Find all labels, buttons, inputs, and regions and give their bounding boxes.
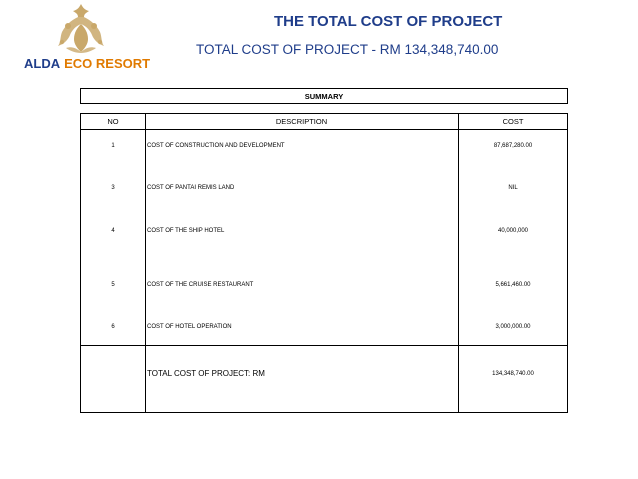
row-divider: [81, 345, 567, 346]
column-header-description: DESCRIPTION: [275, 117, 328, 126]
brand-name-part2: ECO RESORT: [64, 56, 151, 71]
row-cost: 40,000,000: [497, 228, 529, 234]
row-no: 4: [111, 228, 115, 234]
row-description: COST OF CONSTRUCTION AND DEVELOPMENT: [147, 143, 285, 149]
total-value: 134,348,740.00: [492, 371, 534, 377]
ornamental-crest-icon: [52, 2, 110, 54]
column-divider: [458, 114, 459, 412]
column-header-cost: COST: [502, 117, 524, 126]
row-no: 3: [111, 185, 115, 191]
page-title: THE TOTAL COST OF PROJECT: [274, 13, 503, 30]
row-cost: 87,687,280.00: [493, 143, 533, 149]
row-divider: [81, 129, 567, 130]
brand-name-part1: ALDA: [24, 56, 61, 71]
row-no: 5: [111, 282, 115, 288]
column-divider: [145, 114, 146, 412]
row-description: COST OF PANTAI REMIS LAND: [147, 185, 235, 191]
row-no: 6: [111, 324, 115, 330]
summary-heading: SUMMARY: [80, 88, 568, 104]
row-description: COST OF HOTEL OPERATION: [147, 324, 232, 330]
row-description: COST OF THE CRUISE RESTAURANT: [147, 282, 254, 288]
row-cost: 3,000,000.00: [495, 324, 531, 330]
total-label: TOTAL COST OF PROJECT: RM: [147, 369, 265, 378]
cost-table: [80, 113, 568, 413]
row-description: COST OF THE SHIP HOTEL: [147, 228, 225, 234]
row-cost: 5,661,460.00: [495, 282, 531, 288]
page-subtitle: TOTAL COST OF PROJECT - RM 134,348,740.00: [196, 42, 499, 57]
row-cost: NIL: [508, 185, 518, 191]
brand-name: [24, 56, 150, 71]
row-no: 1: [111, 143, 115, 149]
column-header-no: NO: [107, 117, 119, 126]
